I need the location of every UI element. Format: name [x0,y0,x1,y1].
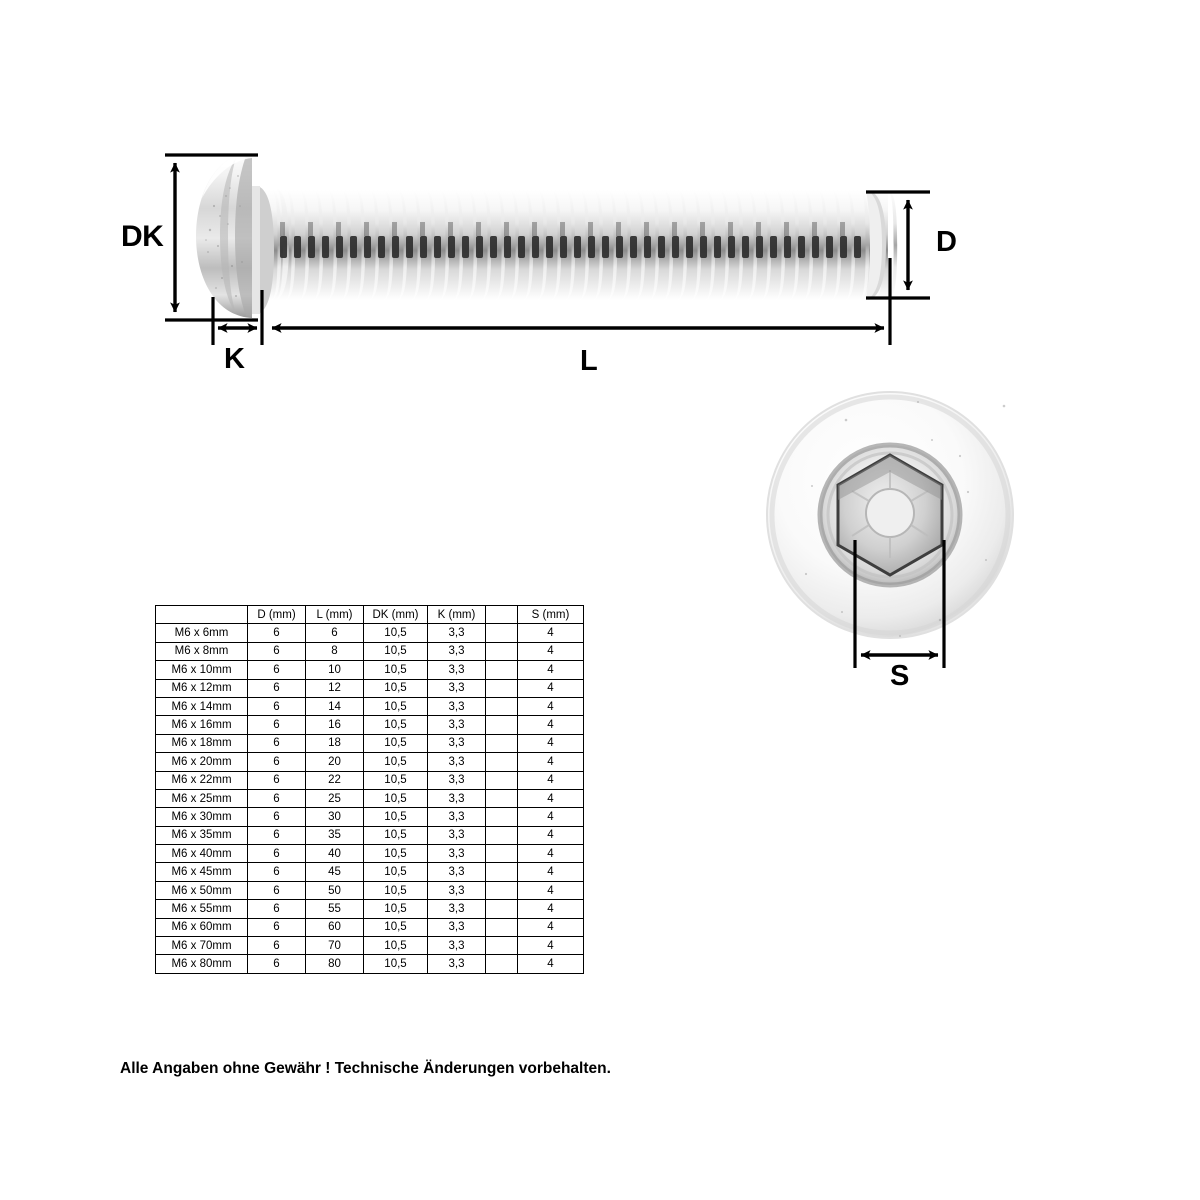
table-row [156,734,584,752]
cell-name: M6 x 80mm [156,955,248,973]
cell-dk: 10,5 [364,661,428,679]
cell-name: M6 x 50mm [156,881,248,899]
cell-d: 6 [248,826,306,844]
cell-k: 3,3 [428,900,486,918]
cell-k: 3,3 [428,716,486,734]
cell-d: 6 [248,679,306,697]
cell-l: 16 [306,716,364,734]
dimension-label-l: L [580,345,598,377]
cell-k: 3,3 [428,808,486,826]
cell-blank [486,661,518,679]
cell-blank [486,881,518,899]
cell-d: 6 [248,881,306,899]
cell-blank [486,808,518,826]
cell-name: M6 x 12mm [156,679,248,697]
cell-blank [486,679,518,697]
cell-s: 4 [518,900,584,918]
cell-dk: 10,5 [364,716,428,734]
dimension-table [155,605,584,974]
table-row [156,826,584,844]
dimension-label-d: D [936,226,957,258]
cell-s: 4 [518,955,584,973]
cell-dk: 10,5 [364,697,428,715]
cell-blank [486,753,518,771]
column-header-l: L (mm) [306,606,364,624]
cell-dk: 10,5 [364,955,428,973]
cell-name: M6 x 45mm [156,863,248,881]
cell-k: 3,3 [428,955,486,973]
cell-d: 6 [248,955,306,973]
cell-d: 6 [248,697,306,715]
cell-blank [486,624,518,642]
dimension-label-s: S [890,660,910,692]
cell-l: 50 [306,881,364,899]
cell-dk: 10,5 [364,845,428,863]
table-header-row [156,606,584,624]
cell-l: 18 [306,734,364,752]
cell-d: 6 [248,863,306,881]
cell-s: 4 [518,753,584,771]
cell-dk: 10,5 [364,734,428,752]
cell-blank [486,826,518,844]
cell-name: M6 x 35mm [156,826,248,844]
cell-blank [486,918,518,936]
cell-k: 3,3 [428,845,486,863]
table-row [156,679,584,697]
cell-dk: 10,5 [364,826,428,844]
table-row [156,937,584,955]
cell-d: 6 [248,624,306,642]
column-header-s: S (mm) [518,606,584,624]
column-header-d: D (mm) [248,606,306,624]
cell-s: 4 [518,624,584,642]
cell-dk: 10,5 [364,679,428,697]
table-row [156,661,584,679]
cell-k: 3,3 [428,918,486,936]
cell-s: 4 [518,808,584,826]
cell-l: 10 [306,661,364,679]
cell-s: 4 [518,845,584,863]
cell-blank [486,716,518,734]
cell-s: 4 [518,716,584,734]
cell-l: 12 [306,679,364,697]
table-row [156,716,584,734]
cell-dk: 10,5 [364,789,428,807]
cell-name: M6 x 30mm [156,808,248,826]
cell-name: M6 x 70mm [156,937,248,955]
cell-l: 70 [306,937,364,955]
cell-s: 4 [518,918,584,936]
cell-k: 3,3 [428,826,486,844]
cell-k: 3,3 [428,661,486,679]
screw-top-view [767,392,1013,638]
cell-name: M6 x 16mm [156,716,248,734]
cell-l: 25 [306,789,364,807]
table-row [156,789,584,807]
table-row [156,753,584,771]
cell-dk: 10,5 [364,918,428,936]
cell-s: 4 [518,771,584,789]
cell-name: M6 x 55mm [156,900,248,918]
cell-blank [486,900,518,918]
cell-blank [486,845,518,863]
cell-name: M6 x 60mm [156,918,248,936]
cell-k: 3,3 [428,642,486,660]
cell-name: M6 x 25mm [156,789,248,807]
cell-k: 3,3 [428,771,486,789]
cell-k: 3,3 [428,624,486,642]
cell-l: 60 [306,918,364,936]
cell-l: 45 [306,863,364,881]
cell-d: 6 [248,937,306,955]
cell-d: 6 [248,900,306,918]
cell-s: 4 [518,937,584,955]
cell-blank [486,734,518,752]
cell-l: 20 [306,753,364,771]
cell-blank [486,863,518,881]
cell-l: 14 [306,697,364,715]
cell-dk: 10,5 [364,808,428,826]
cell-k: 3,3 [428,937,486,955]
cell-name: M6 x 6mm [156,624,248,642]
cell-name: M6 x 8mm [156,642,248,660]
cell-l: 55 [306,900,364,918]
cell-blank [486,789,518,807]
table-row [156,900,584,918]
cell-s: 4 [518,642,584,660]
cell-s: 4 [518,789,584,807]
cell-blank [486,937,518,955]
cell-k: 3,3 [428,679,486,697]
cell-k: 3,3 [428,881,486,899]
cell-name: M6 x 22mm [156,771,248,789]
cell-d: 6 [248,661,306,679]
cell-blank [486,697,518,715]
screw-side-view [196,152,897,318]
cell-d: 6 [248,808,306,826]
cell-dk: 10,5 [364,900,428,918]
cell-name: M6 x 18mm [156,734,248,752]
cell-l: 6 [306,624,364,642]
cell-blank [486,771,518,789]
table-row [156,808,584,826]
cell-k: 3,3 [428,734,486,752]
cell-l: 35 [306,826,364,844]
table-row [156,771,584,789]
cell-d: 6 [248,753,306,771]
cell-k: 3,3 [428,789,486,807]
cell-name: M6 x 14mm [156,697,248,715]
table-row [156,863,584,881]
cell-blank [486,955,518,973]
column-header-k: K (mm) [428,606,486,624]
cell-d: 6 [248,734,306,752]
cell-s: 4 [518,826,584,844]
table-header [156,606,584,624]
cell-l: 30 [306,808,364,826]
cell-d: 6 [248,845,306,863]
cell-name: M6 x 10mm [156,661,248,679]
table-row [156,881,584,899]
cell-d: 6 [248,716,306,734]
cell-s: 4 [518,679,584,697]
table-row [156,918,584,936]
cell-name: M6 x 20mm [156,753,248,771]
column-header-dk: DK (mm) [364,606,428,624]
cell-dk: 10,5 [364,863,428,881]
cell-s: 4 [518,734,584,752]
cell-d: 6 [248,789,306,807]
dimension-label-dk: DK [121,220,164,253]
table-row [156,845,584,863]
cell-l: 8 [306,642,364,660]
cell-d: 6 [248,918,306,936]
cell-k: 3,3 [428,753,486,771]
cell-l: 22 [306,771,364,789]
cell-dk: 10,5 [364,937,428,955]
cell-s: 4 [518,697,584,715]
table-row [156,642,584,660]
cell-k: 3,3 [428,697,486,715]
column-header-blank [486,606,518,624]
cell-d: 6 [248,642,306,660]
cell-name: M6 x 40mm [156,845,248,863]
cell-s: 4 [518,881,584,899]
table-body [156,624,584,973]
cell-dk: 10,5 [364,881,428,899]
cell-dk: 10,5 [364,753,428,771]
table-row [156,697,584,715]
cell-s: 4 [518,661,584,679]
cell-s: 4 [518,863,584,881]
table-row [156,955,584,973]
cell-dk: 10,5 [364,771,428,789]
cell-dk: 10,5 [364,624,428,642]
dimension-label-k: K [224,343,245,375]
column-header-name [156,606,248,624]
cell-blank [486,642,518,660]
table-row [156,624,584,642]
cell-l: 40 [306,845,364,863]
cell-d: 6 [248,771,306,789]
disclaimer-note: Alle Angaben ohne Gewähr ! Technische Änderungen vorbehalten. [120,1060,611,1077]
cell-dk: 10,5 [364,642,428,660]
cell-l: 80 [306,955,364,973]
cell-k: 3,3 [428,863,486,881]
